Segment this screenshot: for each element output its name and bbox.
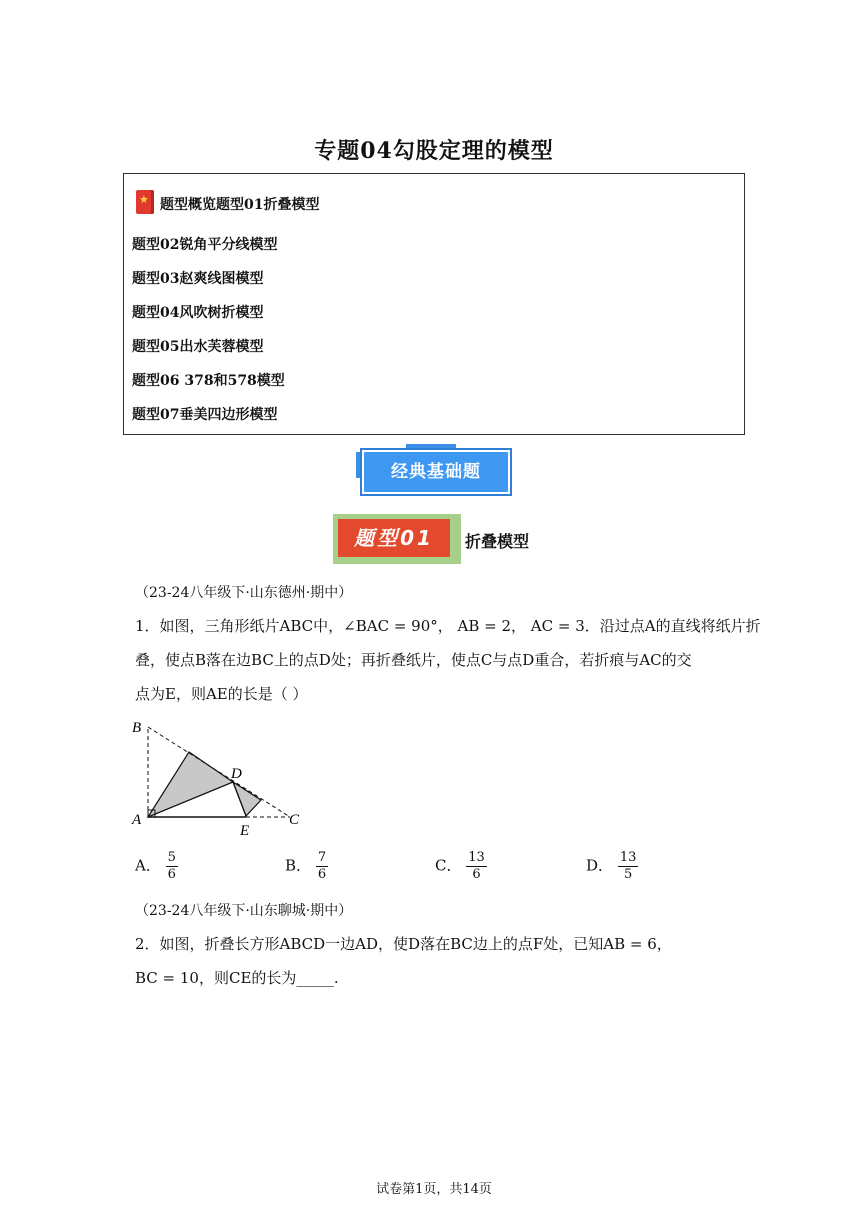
label-d: D xyxy=(231,766,242,782)
q1-line1: 1．如图，三角形纸片ABC中，∠BAC = 90°， AB = 2， AC = 3．沿过点A的直线将纸片折 xyxy=(135,617,761,635)
option-b[interactable]: B． $\frac{7}{6}$ xyxy=(285,850,327,882)
q1-figure xyxy=(125,712,315,840)
toc-item: 题型02锐角平分线模型 xyxy=(132,237,278,253)
book-icon: ★ xyxy=(136,190,154,214)
fraction: $\frac{7}{6}$ xyxy=(317,850,327,882)
fraction: $\frac{5}{6}$ xyxy=(167,850,176,882)
toc-item: 题型03赵爽线图模型 xyxy=(132,271,264,287)
toc-header xyxy=(160,194,319,214)
fraction: $\frac{13}{5}$ xyxy=(619,850,637,882)
q1-source: （23-24八年级下·山东德州·期中） xyxy=(135,585,353,601)
type-badge xyxy=(333,514,461,564)
toc-item: 题型07垂美四边形模型 xyxy=(132,407,278,423)
banner-label: 经典基础题 xyxy=(362,450,510,494)
toc-item: 题型04风吹树折模型 xyxy=(132,305,264,321)
section-label: 折叠模型 xyxy=(465,532,530,551)
label-a: A xyxy=(132,812,142,828)
fold-shaded-triangle-2 xyxy=(233,782,261,816)
toc-box xyxy=(123,173,745,435)
label-e: E xyxy=(240,823,250,839)
section-banner xyxy=(356,444,512,498)
q1-line2: 叠，使点B落在边BC上的点D处；再折叠纸片，使点C与点D重合，若折痕与AC的交 xyxy=(135,651,692,669)
page-footer: 试卷第1页，共14页 xyxy=(376,1182,492,1197)
toc-item: 题型06 378和578模型 xyxy=(132,373,285,389)
q2-line1: 2．如图，折叠长方形ABCD一边AD，使D落在BC边上的点F处，已知AB = 6， xyxy=(135,935,672,953)
q2-source: （23-24八年级下·山东聊城·期中） xyxy=(135,903,353,919)
toc-item: 题型05出水芙蓉模型 xyxy=(132,339,264,355)
label-c: C xyxy=(289,812,300,828)
label-b: B xyxy=(132,720,142,736)
page-title: 专题04勾股定理的模型 xyxy=(314,138,554,164)
fold-shaded-triangle-1 xyxy=(148,752,233,817)
option-d[interactable]: D． $\frac{13}{5}$ xyxy=(586,850,637,882)
fraction: $\frac{13}{6}$ xyxy=(468,850,485,882)
option-c[interactable]: C． $\frac{13}{6}$ xyxy=(435,850,485,882)
type-badge-label: 题型01 xyxy=(338,519,450,557)
toc-header-label: 题型概览 xyxy=(160,197,216,213)
q1-line3: 点为E，则AE的长是（ ） xyxy=(135,685,308,703)
toc-item: 题型01折叠模型 xyxy=(216,197,320,213)
option-a[interactable]: A． $\frac{5}{6}$ xyxy=(135,850,176,882)
q2-line2: BC = 10，则CE的长为_____. xyxy=(135,969,339,987)
